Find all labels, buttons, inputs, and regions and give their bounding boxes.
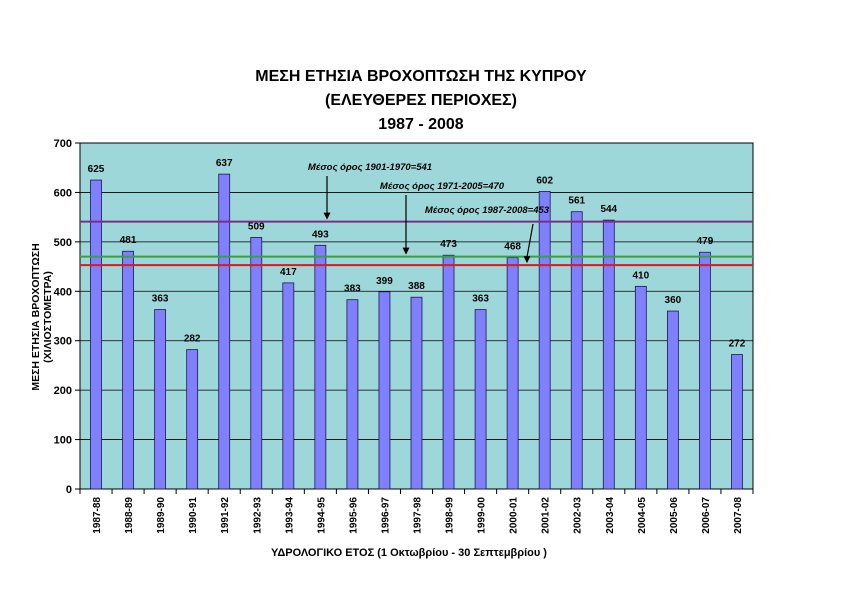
bar [251,237,262,489]
bar [539,191,550,489]
bar-value-label: 282 [183,333,201,345]
x-tick-label: 2006-07 [700,497,712,534]
bar-value-label: 493 [312,229,329,241]
reference-line-label: Μέσος όρος 1901-1970=541 [307,162,433,173]
x-tick-label: 2002-03 [572,497,584,534]
x-tick-label: 2005-06 [668,497,680,534]
bar [379,292,390,489]
y-tick-label: 400 [53,286,72,299]
bar [315,245,326,489]
bar-value-label: 410 [632,270,650,282]
bar-value-label: 399 [376,275,393,287]
x-tick-label: 2004-05 [636,497,648,534]
x-tick-label: 1994-95 [316,497,328,534]
x-tick-label: 2000-01 [508,497,520,534]
bar [443,255,454,489]
bar-value-label: 363 [472,293,489,305]
bar [635,286,646,489]
x-tick-label: 1999-00 [476,496,488,534]
y-tick-label: 100 [53,434,72,447]
bar-value-label: 637 [215,158,233,170]
bar [731,355,742,489]
bar-value-label: 473 [440,239,457,251]
bar-value-label: 360 [664,295,682,307]
bar [507,258,518,489]
bar-value-label: 272 [728,338,746,350]
bar [91,180,102,489]
y-tick-label: 200 [53,385,72,398]
bar [347,300,358,489]
x-tick-label: 1987-88 [92,497,104,534]
bar [187,350,198,489]
y-tick-label: 500 [53,236,72,249]
bar [283,283,294,489]
y-axis-label-line-1: ΜΕΣΗ ΕΤΗΣΙΑ ΒΡΟΧΟΠΤΩΣΗ [30,243,42,391]
reference-line-label: Μέσος όρος 1971-2005=470 [379,181,505,192]
bar [123,251,134,489]
bar-value-label: 479 [696,236,714,248]
x-tick-label: 1996-97 [380,497,392,534]
bar-value-label: 481 [119,235,137,247]
y-tick-label: 0 [65,484,72,496]
x-tick-label: 1989-90 [156,497,168,534]
x-tick-label: 2003-04 [604,497,616,534]
bar-value-label: 468 [504,241,521,253]
bar [411,297,422,489]
x-tick-label: 2001-02 [540,497,552,534]
x-tick-label: 2007-08 [732,497,744,534]
bar-value-label: 544 [600,204,618,216]
bar [155,310,166,489]
bar [475,310,486,489]
bar-value-label: 383 [344,283,361,295]
chart-title-line-3: 1987 - 2008 [378,116,464,133]
x-tick-label: 1988-89 [124,497,136,534]
x-tick-label: 1993-94 [284,497,296,534]
bar-value-label: 602 [536,175,554,187]
bar [571,212,582,489]
y-axis-label-line-2: (ΧΙΛΙΟΣΤΟΜΕΤΡΑ) [42,271,54,363]
x-tick-label: 1990-91 [188,497,200,534]
x-tick-label: 1998-99 [444,497,456,534]
y-tick-label: 600 [53,187,72,200]
x-tick-label: 1995-96 [348,497,360,534]
bar-value-label: 363 [151,293,169,305]
bar-value-label: 625 [87,164,105,176]
bar [667,311,678,489]
chart-title-line-2: (ΕΛΕΥΘΕΡΕΣ ΠΕΡΙΟΧΕΣ) [325,92,517,109]
y-tick-label: 700 [53,138,72,150]
bar [603,220,614,489]
x-axis-label: ΥΔΡΟΛΟΓΙΚΟ ΕΤΟΣ (1 Οκτωβρίου - 30 Σεπτεμβρίου ) [271,547,547,559]
bar-value-label: 417 [279,266,297,278]
x-tick-label: 1992-93 [252,497,264,534]
bar-value-label: 509 [247,221,265,233]
x-tick-label: 1997-98 [412,497,424,534]
bar [699,252,710,489]
y-tick-label: 300 [53,335,72,348]
bar-value-label: 561 [568,195,586,207]
bar-value-label: 388 [408,281,425,293]
reference-line-label: Μέσος όρος 1987-2008=453 [424,205,550,216]
chart-title-line-1: ΜΕΣΗ ΕΤΗΣΙΑ ΒΡΟΧΟΠΤΩΣΗ ΤΗΣ ΚΥΠΡΟΥ [255,68,587,85]
x-tick-label: 1991-92 [220,497,232,534]
